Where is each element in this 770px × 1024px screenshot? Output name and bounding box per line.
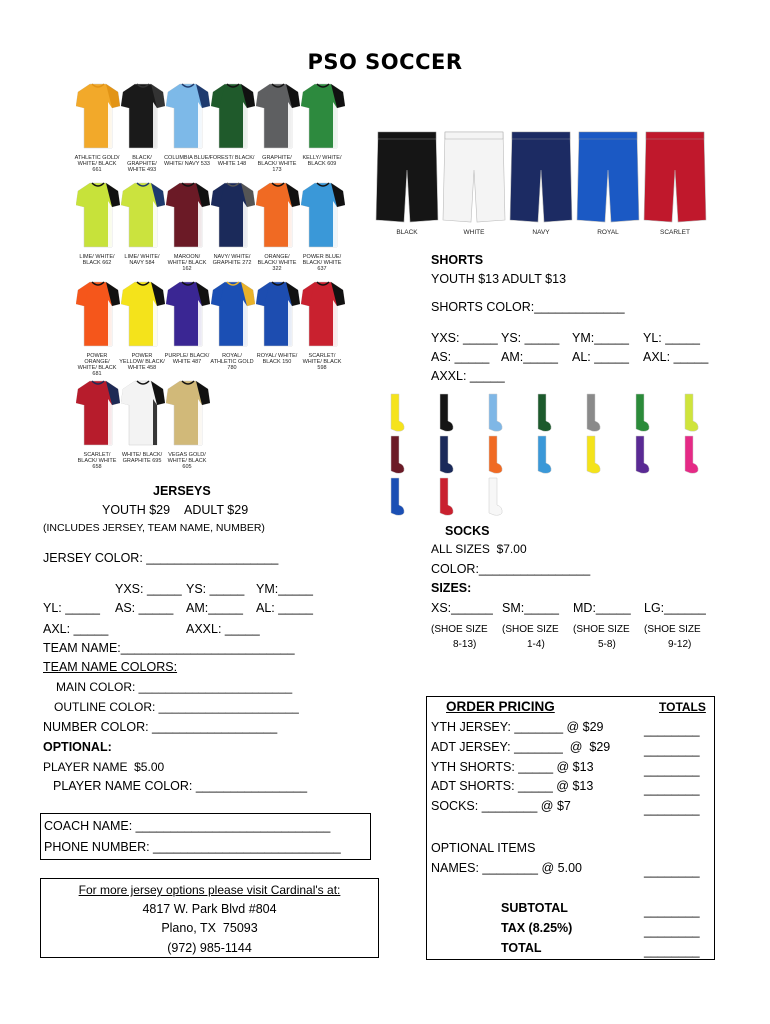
socks-color-field[interactable]: COLOR:________________ — [431, 562, 591, 576]
number-color-field[interactable]: NUMBER COLOR: __________________ — [43, 720, 278, 734]
shorts-icon — [575, 130, 641, 225]
jersey-swatch — [166, 379, 208, 470]
shoe-size-note-sm: (SHOE SIZE — [502, 624, 559, 635]
sock-swatch — [484, 477, 504, 527]
jersey-icon — [76, 379, 120, 447]
socks-size-lg[interactable]: LG:______ — [644, 601, 706, 615]
sock-icon — [386, 393, 406, 433]
sock-swatch — [533, 435, 553, 485]
jersey-icon — [76, 82, 120, 150]
jersey-icon — [211, 82, 255, 150]
jersey-color-label: WHITE/ BLACK/ GRAPHITE 695 — [121, 452, 163, 464]
jersey-color-label: COLUMBIA BLUE/ WHITE/ NAVY 533 — [164, 155, 210, 167]
jersey-swatch — [301, 181, 343, 272]
store-phone: (972) 985-1144 — [167, 941, 252, 955]
total-yth-jersey[interactable]: ________ — [644, 723, 700, 737]
jersey-swatch — [121, 379, 163, 464]
socks-size-md[interactable]: MD:_____ — [573, 601, 631, 615]
jersey-icon — [301, 280, 345, 348]
total-label: TOTAL — [501, 941, 542, 955]
sock-swatch — [582, 435, 602, 485]
jersey-swatch — [256, 181, 298, 272]
total-yth-shorts[interactable]: ________ — [644, 763, 700, 777]
order-socks[interactable]: SOCKS: ________ @ $7 — [431, 799, 571, 813]
jersey-size-as[interactable]: AS: _____ — [115, 601, 174, 615]
shorts-color-field[interactable]: SHORTS COLOR:_____________ — [431, 300, 625, 314]
sock-swatch — [680, 435, 700, 485]
jersey-icon — [166, 181, 210, 249]
shoe-size-note-xs: (SHOE SIZE — [431, 624, 488, 635]
jersey-color-field[interactable]: JERSEY COLOR: ___________________ — [43, 551, 279, 565]
sock-icon — [435, 393, 455, 433]
shoe-size-note-md: (SHOE SIZE — [573, 624, 630, 635]
jersey-icon — [301, 82, 345, 150]
jersey-icon — [301, 181, 345, 249]
jersey-icon — [166, 379, 210, 447]
jersey-swatch — [211, 82, 253, 167]
shorts-color-label: ROYAL — [597, 229, 619, 236]
shorts-size-am[interactable]: AM:_____ — [501, 350, 558, 364]
sock-icon — [484, 477, 504, 517]
jersey-color-label: SCARLET/ WHITE/ BLACK 598 — [302, 353, 342, 371]
jersey-color-label: ORANGE/ BLACK/ WHITE 322 — [257, 254, 297, 272]
jersey-color-label: VEGAS GOLD/ WHITE/ BLACK 605 — [167, 452, 207, 470]
jersey-icon — [76, 181, 120, 249]
shoe-size-range-sm: 1-4) — [527, 639, 545, 650]
jersey-icon — [121, 280, 165, 348]
sock-icon — [582, 393, 602, 433]
sock-swatch — [386, 477, 406, 527]
jersey-swatch — [76, 82, 118, 173]
jersey-color-label: FOREST/ BLACK/ WHITE 148 — [209, 155, 255, 167]
shorts-swatch — [508, 130, 574, 225]
jersey-color-label: SCARLET/ BLACK/ WHITE 658 — [77, 452, 117, 470]
jersey-swatch — [166, 181, 208, 272]
sock-swatch — [631, 435, 651, 485]
shorts-size-al[interactable]: AL: _____ — [572, 350, 629, 364]
tax-label: TAX (8.25%) — [501, 921, 573, 935]
team-name-field[interactable]: TEAM NAME:_________________________ — [43, 641, 295, 655]
shorts-swatch — [575, 130, 641, 225]
optional-items-heading: OPTIONAL ITEMS — [431, 841, 536, 855]
socks-price: ALL SIZES $7.00 — [431, 542, 527, 556]
jersey-color-label: GRAPHITE/ BLACK/ WHITE 173 — [257, 155, 297, 173]
shorts-icon — [441, 130, 507, 225]
jersey-color-label: ATHLETIC GOLD/ WHITE/ BLACK 661 — [74, 155, 120, 173]
shorts-size-axl[interactable]: AXL: _____ — [643, 350, 709, 364]
jersey-swatch — [166, 280, 208, 365]
player-name-price: PLAYER NAME $5.00 — [43, 760, 165, 774]
jersey-color-label: PURPLE/ BLACK/ WHITE 487 — [164, 353, 210, 365]
shoe-size-range-md: 5-8) — [598, 639, 616, 650]
jersey-swatch — [121, 82, 163, 173]
jersey-size-al[interactable]: AL: _____ — [256, 601, 313, 615]
player-name-color-field[interactable]: PLAYER NAME COLOR: ________________ — [53, 779, 308, 793]
jersey-color-label: POWER YELLOW/ BLACK/ WHITE 458 — [119, 353, 165, 371]
sock-icon — [582, 435, 602, 475]
shorts-size-ys[interactable]: YS: _____ — [501, 331, 560, 345]
jersey-size-axl[interactable]: AXL: _____ — [43, 622, 109, 636]
team-name-colors-heading: TEAM NAME COLORS: — [43, 660, 178, 674]
jersey-icon — [76, 280, 120, 348]
order-yth-jersey[interactable]: YTH JERSEY: _______ @ $29 — [431, 720, 604, 734]
shorts-icon — [374, 130, 440, 225]
jersey-icon — [166, 280, 210, 348]
jersey-icon — [256, 280, 300, 348]
shorts-color-label: WHITE — [463, 229, 485, 236]
jersey-youth-price: YOUTH $29 — [102, 503, 171, 517]
outline-color-field[interactable]: OUTLINE COLOR: _____________________ — [54, 700, 299, 714]
shoe-size-range-xs: 8-13) — [453, 639, 477, 650]
jersey-color-label: LIME/ WHITE/ BLACK 662 — [79, 254, 115, 266]
jersey-includes-note: (INCLUDES JERSEY, TEAM NAME, NUMBER) — [43, 522, 265, 534]
store-address: 4817 W. Park Blvd #804 — [142, 902, 277, 916]
tax-field[interactable]: ________ — [644, 924, 700, 938]
jersey-size-yl[interactable]: YL: _____ — [43, 601, 100, 615]
socks-heading: SOCKS — [445, 524, 490, 538]
total-field[interactable]: ________ — [644, 944, 700, 958]
shorts-heading: SHORTS — [431, 253, 484, 267]
sock-icon — [533, 393, 553, 433]
jersey-icon — [166, 82, 210, 150]
jersey-color-label: BLACK/ GRAPHITE/ WHITE 493 — [127, 155, 157, 173]
subtotal-label: SUBTOTAL — [501, 901, 568, 915]
socks-sizes-heading: SIZES: — [431, 581, 472, 595]
jersey-swatch — [121, 280, 163, 371]
store-city: Plano, TX 75093 — [161, 921, 258, 935]
shorts-size-yl[interactable]: YL: _____ — [643, 331, 700, 345]
jersey-swatch — [301, 280, 343, 371]
jersey-color-label: LIME/ WHITE/ NAVY 584 — [124, 254, 160, 266]
jerseys-heading: JERSEYS — [153, 484, 211, 498]
shoe-size-note-lg: (SHOE SIZE — [644, 624, 701, 635]
shorts-size-yxs[interactable]: YXS: _____ — [431, 331, 498, 345]
sock-swatch — [435, 477, 455, 527]
jersey-color-label: KELLY/ WHITE/ BLACK 609 — [302, 155, 342, 167]
shorts-size-ym[interactable]: YM:_____ — [572, 331, 629, 345]
shorts-swatch — [441, 130, 507, 225]
jersey-swatch — [256, 280, 298, 365]
total-socks[interactable]: ________ — [644, 802, 700, 816]
phone-number-field[interactable]: PHONE NUMBER: ___________________________ — [44, 840, 341, 854]
jersey-icon — [121, 379, 165, 447]
shorts-swatch — [374, 130, 440, 225]
jersey-color-label: POWER BLUE/ BLACK/ WHITE 637 — [302, 254, 342, 272]
jersey-swatch — [211, 181, 253, 266]
jersey-size-ys[interactable]: YS: _____ — [186, 582, 245, 596]
jersey-swatch — [76, 280, 118, 377]
sock-icon — [533, 435, 553, 475]
page-title: PSO SOCCER — [307, 50, 463, 74]
jersey-swatch — [256, 82, 298, 173]
jersey-icon — [256, 82, 300, 150]
jersey-size-ym[interactable]: YM:_____ — [256, 582, 313, 596]
sock-icon — [386, 435, 406, 475]
sock-icon — [484, 435, 504, 475]
coach-name-field[interactable]: COACH NAME: ____________________________ — [44, 819, 331, 833]
sock-icon — [484, 393, 504, 433]
totals-heading: TOTALS — [659, 700, 706, 714]
shorts-size-as[interactable]: AS: _____ — [431, 350, 490, 364]
jersey-swatch — [166, 82, 208, 167]
order-adt-jersey[interactable]: ADT JERSEY: _______ @ $29 — [431, 740, 611, 754]
store-link-text[interactable]: For more jersey options please visit Cardinal's at: — [78, 883, 341, 897]
order-names[interactable]: NAMES: ________ @ 5.00 — [431, 861, 582, 875]
jersey-icon — [211, 280, 255, 348]
jersey-icon — [211, 181, 255, 249]
jersey-icon — [121, 82, 165, 150]
jersey-size-am[interactable]: AM:_____ — [186, 601, 243, 615]
sock-icon — [680, 393, 700, 433]
total-adt-shorts[interactable]: ________ — [644, 782, 700, 796]
shorts-icon — [642, 130, 708, 225]
jersey-adult-price: ADULT $29 — [184, 503, 249, 517]
total-names[interactable]: ________ — [644, 864, 700, 878]
jersey-color-label: NAVY/ WHITE/ GRAPHITE 272 — [212, 254, 252, 266]
jersey-color-label: MAROON/ WHITE/ BLACK 162 — [167, 254, 207, 272]
jersey-swatch — [121, 181, 163, 266]
sock-icon — [631, 435, 651, 475]
jersey-color-label: ROYAL/ ATHLETIC GOLD 780 — [210, 353, 254, 371]
optional-heading: OPTIONAL: — [43, 740, 112, 754]
jersey-icon — [256, 181, 300, 249]
jersey-swatch — [301, 82, 343, 167]
jersey-icon — [121, 181, 165, 249]
jersey-size-axxl[interactable]: AXXL: _____ — [186, 622, 260, 636]
jersey-swatch — [211, 280, 253, 371]
total-adt-jersey[interactable]: ________ — [644, 743, 700, 757]
order-pricing-heading: ORDER PRICING — [446, 699, 555, 714]
shorts-color-label: NAVY — [532, 229, 550, 236]
main-color-field[interactable]: MAIN COLOR: _______________________ — [56, 680, 293, 694]
jersey-swatch — [76, 181, 118, 266]
shorts-color-label: BLACK — [396, 229, 418, 236]
socks-size-sm[interactable]: SM:_____ — [502, 601, 559, 615]
jersey-size-yxs[interactable]: YXS: _____ — [115, 582, 182, 596]
shorts-size-axxl[interactable]: AXXL: _____ — [431, 369, 505, 383]
shorts-icon — [508, 130, 574, 225]
socks-size-xs[interactable]: XS:______ — [431, 601, 493, 615]
order-yth-shorts[interactable]: YTH SHORTS: _____ @ $13 — [431, 760, 594, 774]
sock-icon — [435, 477, 455, 517]
jersey-color-label: ROYAL/ WHITE/ BLACK 150 — [256, 353, 298, 365]
jersey-color-label: POWER ORANGE/ WHITE/ BLACK 681 — [77, 353, 117, 377]
shorts-price: YOUTH $13 ADULT $13 — [431, 272, 567, 286]
shorts-swatch — [642, 130, 708, 225]
shoe-size-range-lg: 9-12) — [668, 639, 692, 650]
sock-icon — [386, 477, 406, 517]
jersey-swatch — [76, 379, 118, 470]
shorts-color-label: SCARLET — [660, 229, 690, 236]
order-adt-shorts[interactable]: ADT SHORTS: _____ @ $13 — [431, 779, 594, 793]
sock-icon — [631, 393, 651, 433]
sock-icon — [680, 435, 700, 475]
sock-icon — [435, 435, 455, 475]
subtotal-field[interactable]: ________ — [644, 904, 700, 918]
